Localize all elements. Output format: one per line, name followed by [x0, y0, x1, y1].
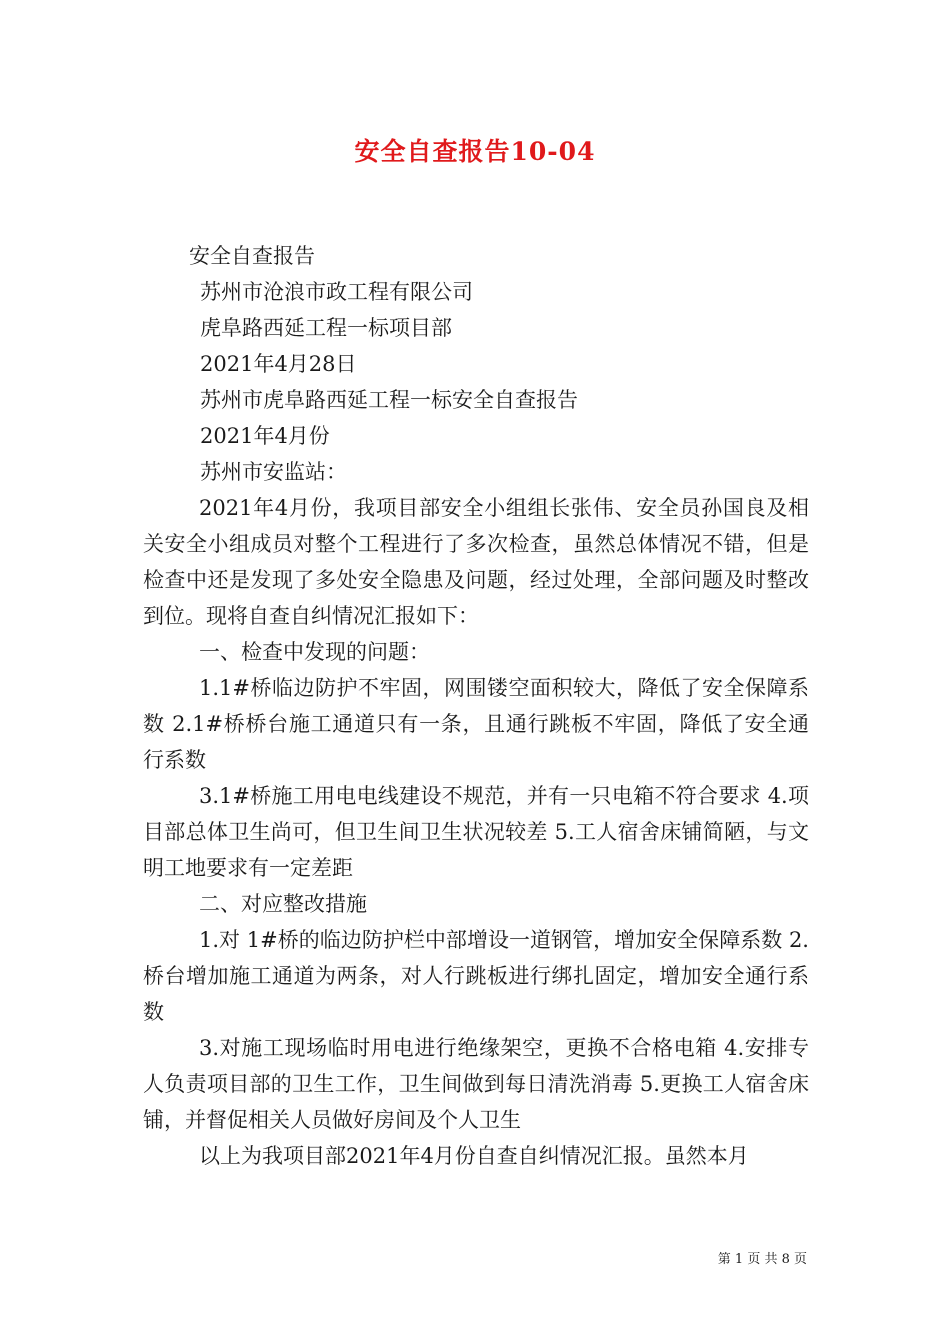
company-name: 苏州市沧浪市政工程有限公司	[200, 280, 473, 304]
recipient: 苏州市安监站：	[200, 460, 347, 484]
problems-paragraph-1: 1.1#桥临边防护不牢固，网围镂空面积较大，降低了安全保障系数 2.1#桥桥台施工通道只有一条，且通行跳板不牢固，降低了安全通行系数	[143, 676, 809, 772]
report-date: 2021年4月28日	[200, 352, 357, 376]
intro-paragraph: 2021年4月份，我项目部安全小组组长张伟、安全员孙国良及相关安全小组成员对整个工程进行了多次检查，虽然总体情况不错，但是检查中还是发现了多处安全隐患及问题，经过处理，全部问题及时整改到位。现将自查自纠情况汇报如下：	[143, 496, 809, 628]
document-body	[143, 238, 809, 1174]
report-heading: 安全自查报告	[189, 244, 315, 268]
project-department: 虎阜路西延工程一标项目部	[200, 316, 452, 340]
page-number: 第 1 页 共 8 页	[717, 1252, 807, 1267]
closing-paragraph: 以上为我项目部2021年4月份自查自纠情况汇报。虽然本月	[199, 1144, 749, 1168]
measures-paragraph-2: 3.对施工现场临时用电进行绝缘架空，更换不合格电箱 4.安排专人负责项目部的卫生工作，卫生间做到每日清洗消毒 5.更换工人宿舍床铺，并督促相关人员做好房间及个人卫生	[143, 1036, 809, 1132]
measures-paragraph-1: 1.对 1#桥的临边防护栏中部增设一道钢管，增加安全保障系数 2.桥台增加施工通道为两条，对人行跳板进行绑扎固定，增加安全通行系数	[143, 928, 809, 1024]
report-period: 2021年4月份	[200, 424, 330, 448]
document-title: 安全自查报告10-04	[354, 137, 596, 166]
section-heading-problems: 一、检查中发现的问题：	[199, 640, 430, 664]
problems-paragraph-2: 3.1#桥施工用电电线建设不规范，并有一只电箱不符合要求 4.项目部总体卫生尚可，但卫生间卫生状况较差 5.工人宿舍床铺简陋，与文明工地要求有一定差距	[143, 784, 809, 880]
section-heading-measures: 二、对应整改措施	[199, 892, 367, 916]
report-subject: 苏州市虎阜路西延工程一标安全自查报告	[200, 388, 578, 412]
